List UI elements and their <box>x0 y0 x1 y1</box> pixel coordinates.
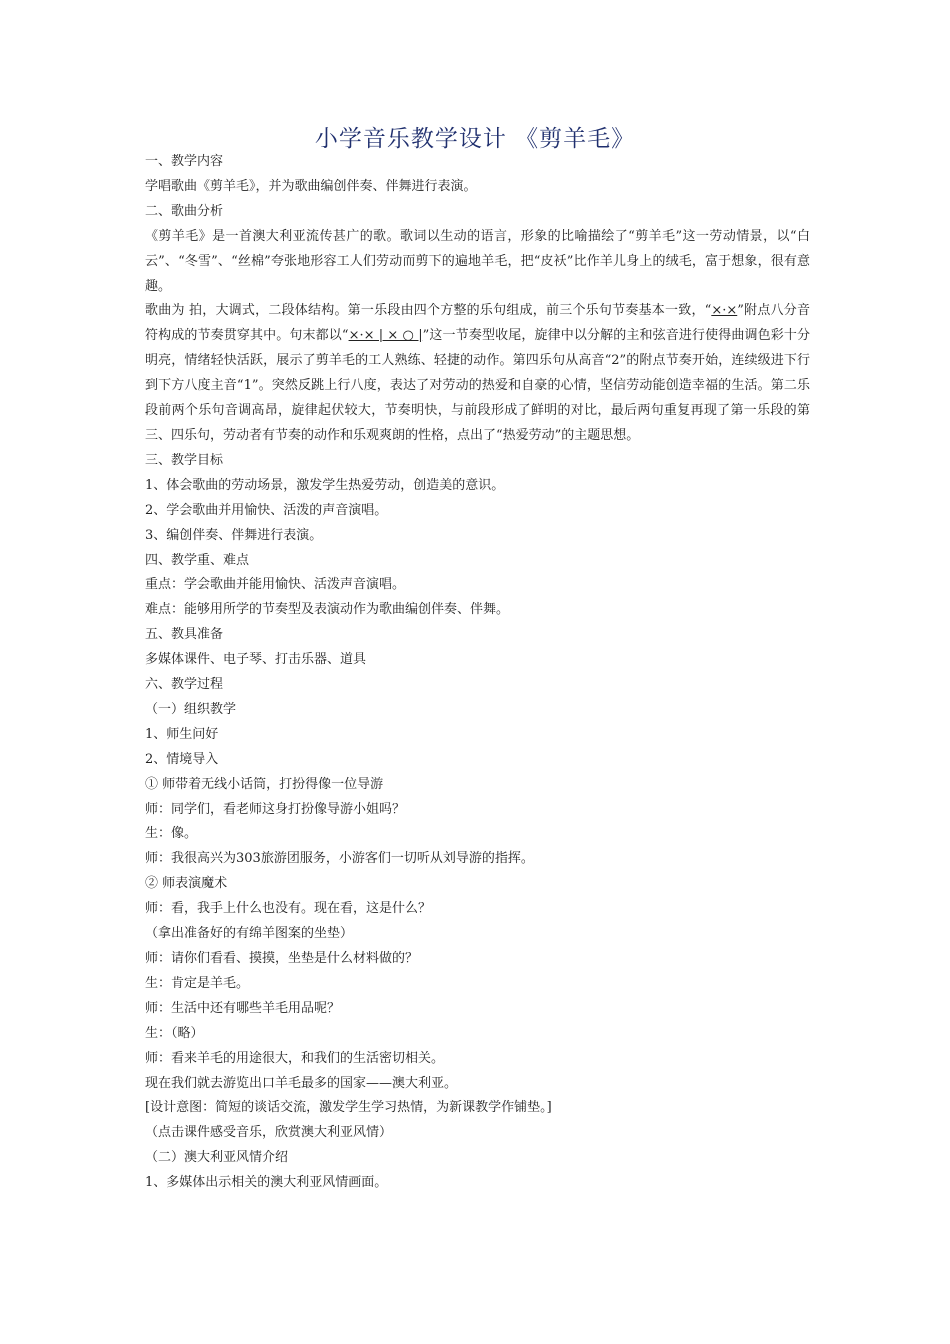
process-step: 2、情境导入 <box>145 751 219 767</box>
dialogue-line: 师：看来羊毛的用途很大，和我们的生活密切相关。 <box>145 1050 445 1066</box>
analysis-text-part3: ”这一节奏型收尾，旋律中以分解的主和弦音进行使得曲调色彩十分明亮，情绪轻快活跃，展示了剪羊毛的工人熟练、轻捷的动作。第四乐句从高音“2”的附点节奏开始，连续级进下行到下方八度主音“1”。突然反跳上行八度，表达了对劳动的热爱和自豪的心情，坚信劳动能创造幸福的生活。第二乐段前两个乐句音调高昂，旋律起伏较大，节奏明快，与前段形成了鲜明的对比，最后两句重复再现了第一乐段的第三、四乐句，劳动者有节奏的动作和乐观爽朗的性格，点出了“热爱劳动”的主题思想。 <box>145 328 810 443</box>
key-point: 重点：学会歌曲并能用愉快、活泼声音演唱。 <box>145 577 406 593</box>
dialogue-line: 师：生活中还有哪些羊毛用品呢？ <box>145 1000 341 1016</box>
document-body <box>145 150 810 1196</box>
dialogue-line: 生：像。 <box>145 826 198 842</box>
rhythm-pattern-2: ×·× | × ○ | <box>348 328 423 344</box>
section-heading-analysis: 二、歌曲分析 <box>145 203 224 219</box>
process-step: ① 师带着无线小话筒，打扮得像一位导游 <box>145 776 384 792</box>
analysis-paragraph-1: 《剪羊毛》是一首澳大利亚流传甚广的歌。歌词以生动的语言，形象的比喻描绘了“剪羊毛”这一劳动情景，以“白云”、“冬雪”、“丝棉”夸张地形容工人们劳动而剪下的遍地羊毛，把“皮袄”比作羊儿身上的绒毛，富于想象，很有意趣。 <box>145 228 810 294</box>
materials-list: 多媒体课件、电子琴、打击乐器、道具 <box>145 652 367 668</box>
section-heading-materials: 五、教具准备 <box>145 627 224 643</box>
dialogue-line: 生：肯定是羊毛。 <box>145 975 250 991</box>
subsection-heading: （一）组织教学 <box>145 701 237 717</box>
rhythm-pattern-1: ×·× <box>711 303 738 319</box>
goal-item: 3、编创伴奏、伴舞进行表演。 <box>145 527 323 543</box>
analysis-paragraph-2 <box>145 299 810 448</box>
goal-item: 1、体会歌曲的劳动场景，激发学生热爱劳动，创造美的意识。 <box>145 477 505 493</box>
dialogue-line: 师：同学们，看老师这身打扮像导游小姐吗？ <box>145 801 406 817</box>
document-title: 小学音乐教学设计 《剪羊毛》 <box>314 126 636 152</box>
difficult-point: 难点：能够用所学的节奏型及表演动作为歌曲编创伴奏、伴舞。 <box>145 602 510 618</box>
analysis-text-part2: ”附点八分音符构成的节奏贯穿其中。句末都以“ <box>145 303 810 344</box>
process-step: 1、多媒体出示相关的澳大利亚风情画面。 <box>145 1175 388 1191</box>
process-step: ② 师表演魔术 <box>145 876 228 892</box>
paragraph-line: 现在我们就去游览出口羊毛最多的国家——澳大利亚。 <box>145 1075 458 1091</box>
design-intent-note: [设计意图：简短的谈话交流，激发学生学习热情，为新课教学作铺垫。] <box>145 1100 552 1116</box>
stage-direction: （点击课件感受音乐，欣赏澳大利亚风情） <box>145 1125 393 1141</box>
subsection-heading: （二）澳大利亚风情介绍 <box>145 1150 289 1166</box>
dialogue-line: 师：请你们看看、摸摸，坐垫是什么材料做的？ <box>145 951 419 966</box>
process-step: 1、师生问好 <box>145 726 219 742</box>
section-heading-content: 一、教学内容 <box>145 154 224 169</box>
section-heading-process: 六、教学过程 <box>145 677 224 693</box>
paragraph-content: 学唱歌曲《剪羊毛》，并为歌曲编创伴奏、伴舞进行表演。 <box>145 178 477 194</box>
analysis-text-part1: 歌曲为 拍，大调式，二段体结构。第一乐段由四个方整的乐句组成，前三个乐句节奏基本一致，“ <box>145 303 712 319</box>
goal-item: 2、学会歌曲并用愉快、活泼的声音演唱。 <box>145 502 388 518</box>
dialogue-line: 生：（略） <box>145 1025 204 1041</box>
section-heading-key-points: 四、教学重、难点 <box>145 552 250 568</box>
stage-direction: （拿出准备好的有绵羊图案的坐垫） <box>145 926 354 942</box>
dialogue-line: 师：看，我手上什么也没有。现在看，这是什么？ <box>145 901 432 917</box>
dialogue-line: 师：我很高兴为303旅游团服务，小游客们一切听从刘导游的指挥。 <box>145 851 534 867</box>
section-heading-goals: 三、教学目标 <box>145 452 224 468</box>
